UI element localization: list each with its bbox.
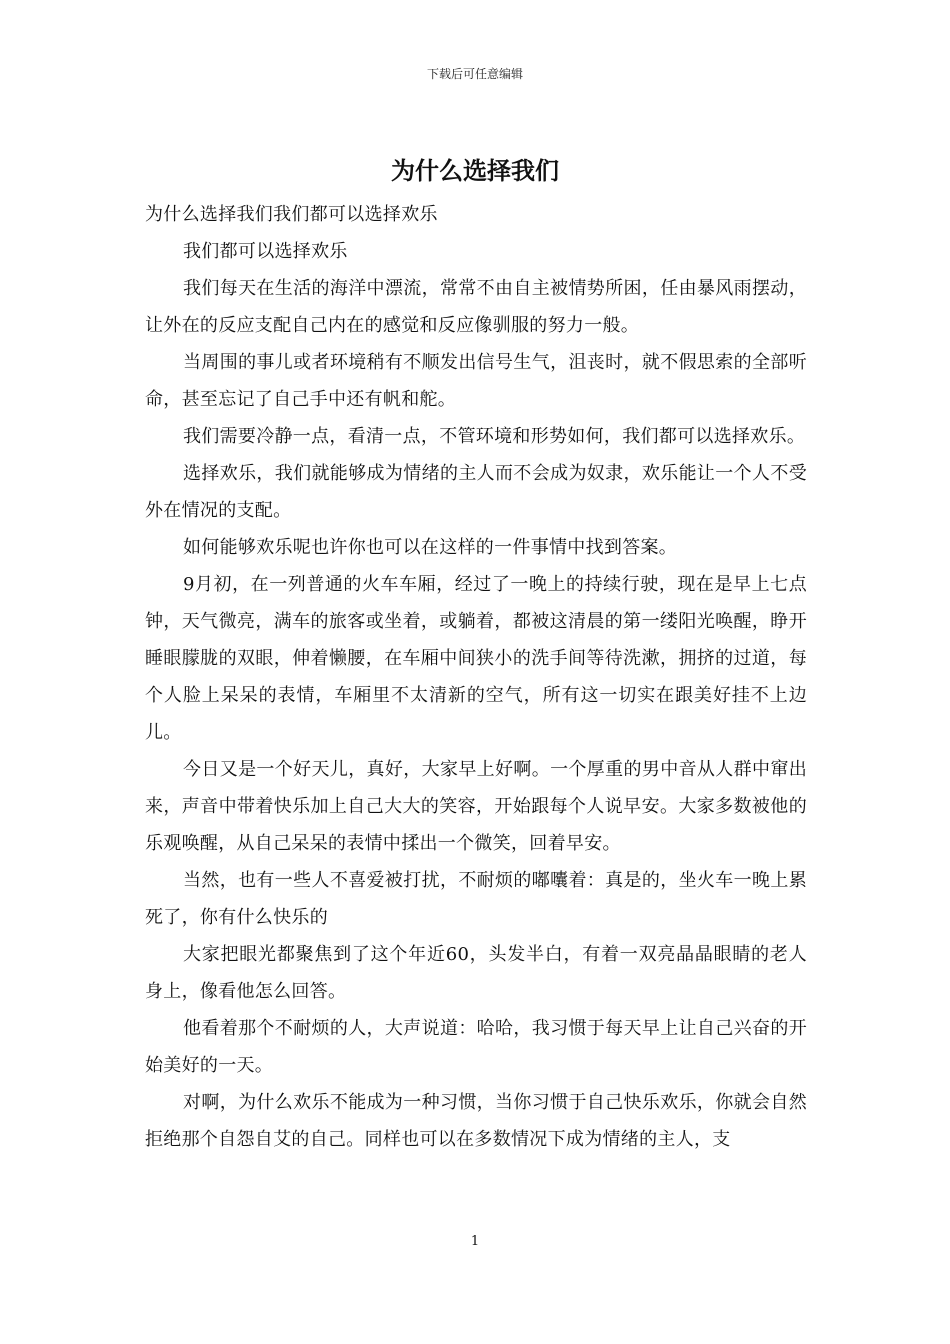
page-number: 1 bbox=[470, 1234, 480, 1249]
paragraph: 他看着那个不耐烦的人，大声说道：哈哈，我习惯于每天早上让自己兴奋的开始美好的一天。 bbox=[145, 1018, 807, 1076]
paragraph: 选择欢乐，我们就能够成为情绪的主人而不会成为奴隶，欢乐能让一个人不受外在情况的支配。 bbox=[145, 463, 807, 521]
document-body bbox=[145, 196, 807, 1158]
paragraph: 我们每天在生活的海洋中漂流，常常不由自主被情势所困，任由暴风雨摆动，让外在的反应支配自己内在的感觉和反应像驯服的努力一般。 bbox=[145, 278, 807, 336]
paragraph: 当周围的事儿或者环境稍有不顺发出信号生气，沮丧时，就不假思索的全部听命，甚至忘记了自己手中还有帆和舵。 bbox=[145, 352, 807, 410]
paragraph: 当然，也有一些人不喜爱被打扰，不耐烦的嘟囔着：真是的，坐火车一晚上累死了，你有什么快乐的 bbox=[145, 870, 807, 928]
paragraph: 今日又是一个好天儿，真好，大家早上好啊。一个厚重的男中音从人群中窜出来，声音中带着快乐加上自己大大的笑容，开始跟每个人说早安。大家多数被他的乐观唤醒，从自己呆呆的表情中揉出一个微笑，回着早安。 bbox=[145, 759, 807, 854]
paragraph: 我们都可以选择欢乐 bbox=[183, 241, 348, 262]
header-note: 下载后可任意编辑 bbox=[426, 67, 523, 81]
paragraph: 如何能够欢乐呢也许你也可以在这样的一件事情中找到答案。 bbox=[183, 537, 678, 558]
paragraph-subtitle: 为什么选择我们我们都可以选择欢乐 bbox=[145, 204, 438, 225]
paragraph: 9月初，在一列普通的火车车厢，经过了一晚上的持续行驶，现在是早上七点钟，天气微亮，满车的旅客或坐着，或躺着，都被这清晨的第一缕阳光唤醒，睁开睡眼朦胧的双眼，伸着懒腰，在车厢中间狭小的洗手间等待洗漱，拥挤的过道，每个人脸上呆呆的表情，车厢里不太清新的空气，所有这一切实在跟美好挂不上边儿。 bbox=[145, 574, 807, 743]
paragraph: 大家把眼光都聚焦到了这个年近60，头发半白，有着一双亮晶晶眼睛的老人身上，像看他怎么回答。 bbox=[145, 944, 807, 1002]
document-title: 为什么选择我们 bbox=[391, 156, 559, 185]
paragraph: 对啊，为什么欢乐不能成为一种习惯，当你习惯于自己快乐欢乐，你就会自然拒绝那个自怨自艾的自己。同样也可以在多数情况下成为情绪的主人，支 bbox=[145, 1092, 807, 1150]
paragraph: 我们需要冷静一点，看清一点，不管环境和形势如何，我们都可以选择欢乐。 bbox=[183, 426, 806, 447]
